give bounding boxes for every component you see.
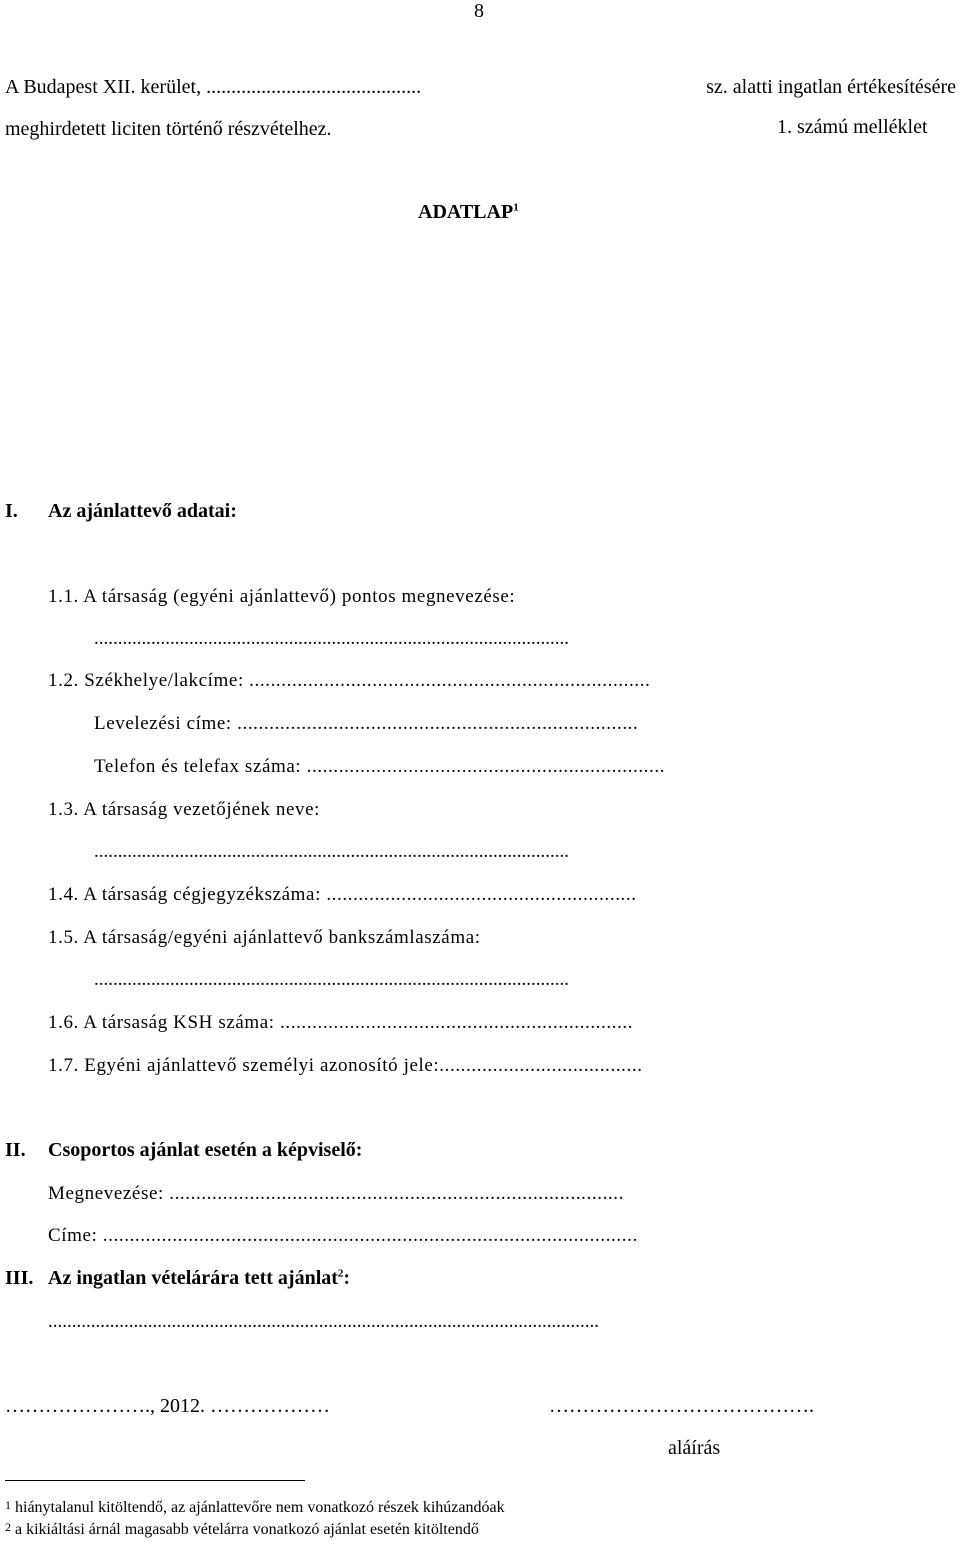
section-2-number: II.: [5, 1139, 26, 1161]
footnote-1-number: 1: [5, 1498, 11, 1512]
intro-line-2: meghirdetett liciten történő részvételhez.: [5, 118, 332, 140]
item-1-4: 1.4. A társaság cégjegyzékszáma: ..........................................................: [48, 884, 637, 905]
title-footnote-ref: 1: [513, 201, 519, 214]
footnote-1: [5, 1498, 505, 1517]
item-1-3-fill: ....................................................................................................: [94, 841, 569, 862]
annex-label: 1. számú melléklet: [777, 116, 928, 138]
title-text: ADATLAP: [418, 201, 514, 223]
item-1-2: 1.2. Székhelye/lakcíme: ...........................................................................: [48, 670, 651, 691]
signature-line: ………………………………….: [549, 1395, 814, 1417]
item-1-3: 1.3. A társaság vezetőjének neve:: [48, 799, 320, 820]
section-3-title: [48, 1267, 350, 1290]
section-2-title: Csoportos ajánlat esetén a képviselő:: [48, 1139, 363, 1161]
section-3-footnote-ref: 2: [337, 1267, 344, 1280]
place-date-line: …………………., 2012. ………………: [5, 1395, 330, 1417]
item-1-1-fill: ....................................................................................................: [94, 628, 569, 649]
item-1-5: 1.5. A társaság/egyéni ajánlattevő bankszámlaszáma:: [48, 927, 481, 948]
intro-line-1-right: sz. alatti ingatlan értékesítésére: [706, 76, 956, 98]
item-1-6: 1.6. A társaság KSH száma: ..................................................................: [48, 1012, 634, 1033]
section-1-number: I.: [5, 500, 18, 522]
section-3-number: III.: [5, 1267, 34, 1289]
footnote-separator: [5, 1480, 305, 1481]
item-phone-fax: Telefon és telefax száma: ...................................................................: [94, 756, 666, 777]
item-mailing-address: Levelezési címe: ...........................................................................: [94, 713, 639, 734]
offer-fill-line: ....................................................................................................................: [48, 1311, 599, 1332]
representative-address-line: Címe: ....................................................................................................: [48, 1225, 638, 1246]
section-3-colon: :: [343, 1267, 351, 1289]
item-1-5-fill: ....................................................................................................: [94, 969, 569, 990]
footnote-2: [5, 1520, 479, 1539]
footnote-2-text: a kikiáltási árnál magasabb vételárra vonatkozó ajánlat esetén kitöltendő: [15, 1521, 479, 1538]
section-1-title: Az ajánlattevő adatai:: [48, 500, 237, 522]
signature-label: aláírás: [668, 1437, 721, 1459]
representative-name-line: Megnevezése: .....................................................................................: [48, 1183, 624, 1204]
section-3-title-text: Az ingatlan vételárára tett ajánlat: [48, 1267, 338, 1289]
page-number: 8: [474, 0, 484, 22]
intro-line-1-left: A Budapest XII. kerület, ...........................................: [5, 76, 422, 98]
footnote-1-text: hiánytalanul kitöltendő, az ajánlattevőre nem vonatkozó részek kihúzandóak: [15, 1499, 505, 1516]
document-title: [418, 201, 519, 224]
footnote-2-number: 2: [5, 1520, 11, 1534]
item-1-1: 1.1. A társaság (egyéni ajánlattevő) pontos megnevezése:: [48, 586, 516, 607]
item-1-7: 1.7. Egyéni ajánlattevő személyi azonosító jele:......................................: [48, 1055, 643, 1076]
